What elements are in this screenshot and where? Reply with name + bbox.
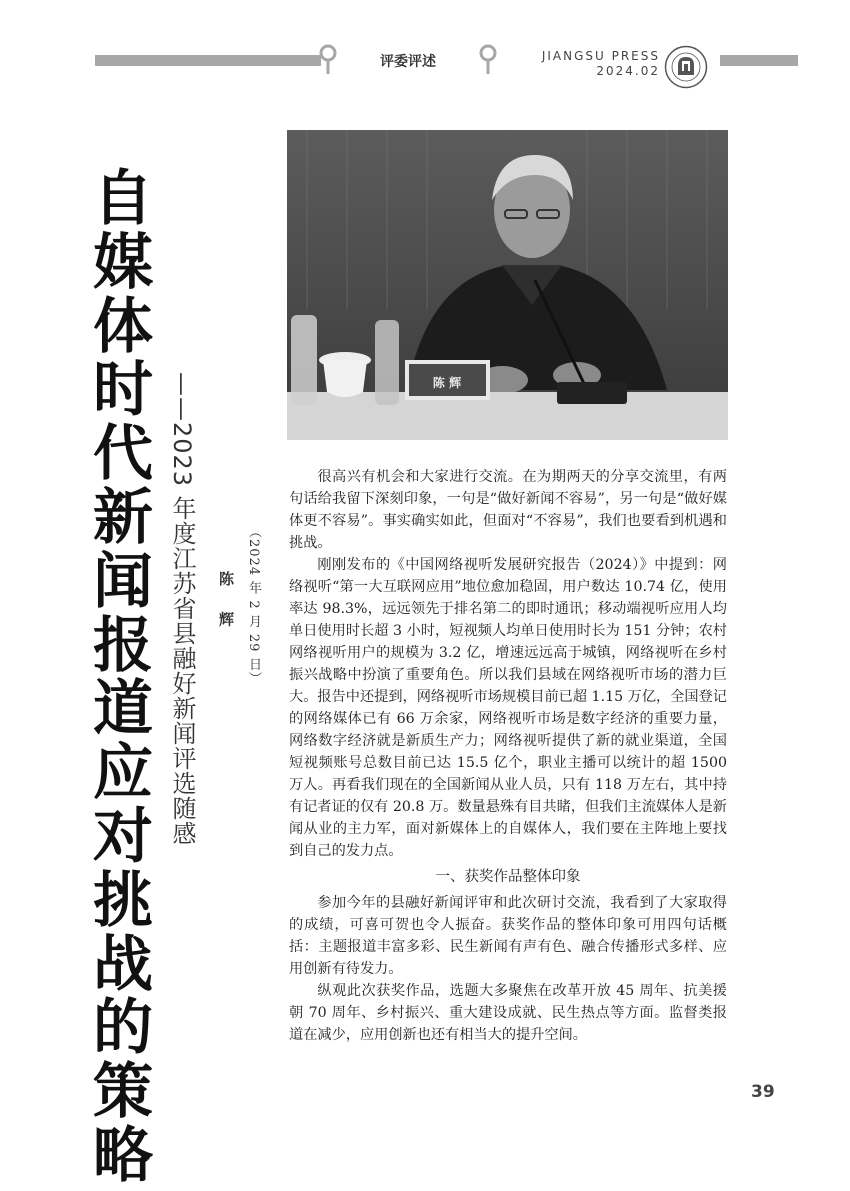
paragraph: 刚刚发布的《中国网络视听发展研究报告（2024）》中提到：网络视听“第一大互联网应用”地位愈加稳固，用户数达 10.74 亿，使用率达 98.3%，远远领先于排名第二的即时通讯；移动端视听应用人均单日使用时长超 3 小时，短视频人均单日使用时长为 151 分钟；农村网络视听用户的规模为 3.2 亿，增速远远高于城镇，网络视听在乡村振兴战略中扮演了重要角色。所以我们县域在网络视听市场的潜力巨大。报告中还提到，网络视听市场规模目前已超 1.15 万亿，全国登记的网络媒体已有 66 万余家，网络视听市场是数字经济的重要力量，网络数字经济就是新质生产力；网络视听提供了新的就业渠道，全国短视频账号总数目前已达 15.5 亿个，职业主播可以统计的超 1500 万人。再看我们现在的全国新闻从业人员，只有 118 万左右，其中持有记者证的仅有 20.8 万。数量悬殊有目共睹，但我们主流媒体人是新闻从业的主力军，面对新媒体上的自媒体人，我们要在主阵地上要找到自己的发力点。	[289, 557, 727, 859]
title-char: 略	[93, 1120, 153, 1191]
title-char: 对	[93, 801, 153, 872]
pin-icon	[478, 44, 498, 76]
issue-number: 2024.02	[596, 64, 660, 78]
article-subtitle: ——2023 年度江苏省县融好新闻评选随感	[168, 372, 196, 846]
paragraph: 很高兴有机会和大家进行交流。在为期两天的分享交流里，有两句话给我留下深刻印象，一句是“做好新闻不容易”，另一句是“做好媒体更不容易”。事实确实如此，但面对“不容易”，我们也要看到机遇和挑战。	[289, 469, 727, 551]
paragraph: 纵观此次获奖作品，选题大多聚焦在改革开放 45 周年、抗美援朝 70 周年、乡村振兴、重大建设成就、民生热点等方面。监督类报道在减少，应用创新也还有相当大的提升空间。	[289, 983, 727, 1043]
section-heading: 一、获奖作品整体印象	[435, 869, 581, 885]
journal-logo-icon	[664, 45, 708, 89]
article-body	[289, 466, 727, 1046]
title-char: 新	[93, 482, 153, 553]
title-char: 闻	[93, 546, 153, 617]
journal-masthead	[520, 49, 660, 79]
title-char: 挑	[93, 865, 153, 936]
title-char: 的	[93, 993, 153, 1064]
speaker-photo	[287, 130, 728, 440]
header-bar-right	[720, 55, 798, 66]
article-date: （2024 年 2 月 29 日）	[246, 525, 261, 686]
header-bar-left	[95, 55, 321, 66]
title-char: 策	[93, 1057, 153, 1128]
title-char: 应	[93, 738, 153, 809]
author-byline: 陈 辉	[217, 571, 235, 637]
nameplate-text: 陈 辉	[432, 376, 462, 390]
article-title	[88, 164, 158, 1191]
title-char: 代	[93, 419, 153, 490]
title-char: 自	[93, 164, 153, 234]
section-label: 评委评述	[380, 54, 436, 70]
title-char: 报	[93, 610, 153, 681]
title-char: 道	[93, 674, 153, 745]
title-char: 媒	[93, 227, 153, 298]
journal-name: JIANGSU PRESS	[541, 49, 660, 63]
paragraph: 参加今年的县融好新闻评审和此次研讨交流，我看到了大家取得的成绩，可喜可贺也令人振奋。获奖作品的整体印象可用四句话概括：主题报道丰富多彩、民生新闻有声有色、融合传播形式多样、应用创新有待发力。	[289, 895, 727, 977]
title-char: 时	[93, 355, 153, 426]
pin-icon	[318, 44, 338, 76]
title-char: 战	[93, 929, 153, 1000]
page-number: 39	[751, 1082, 775, 1102]
title-char: 体	[93, 291, 153, 362]
